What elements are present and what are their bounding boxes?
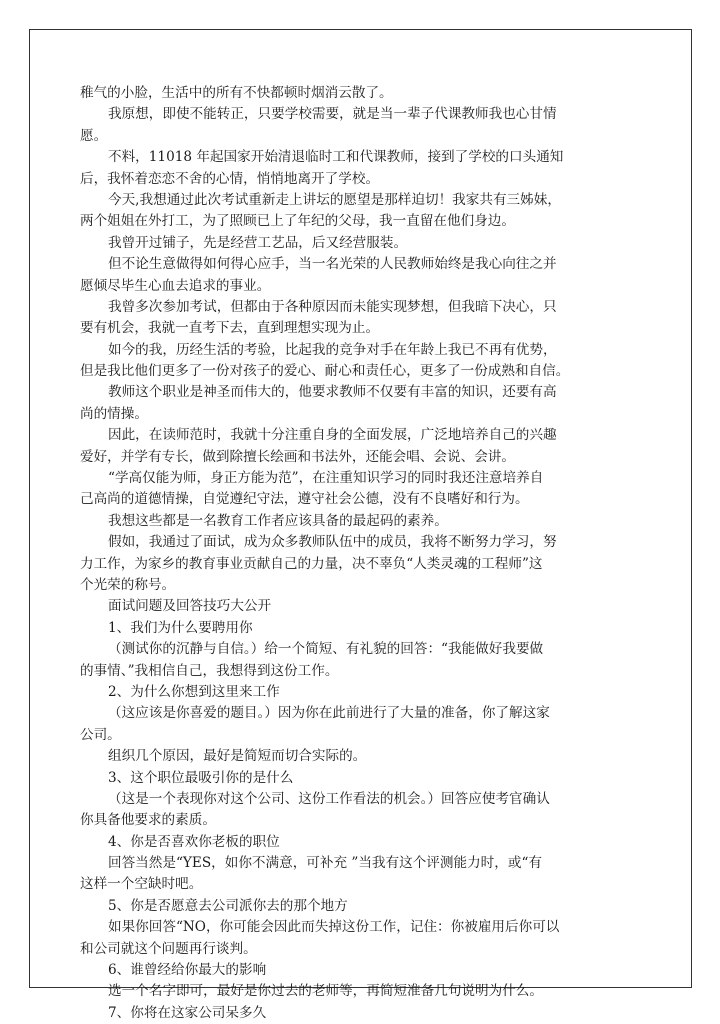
text-line: （测试你的沉静与自信。）给一个简短、有礼貌的回答：“我能做好我要做	[108, 641, 544, 658]
text-line: 我原想，即使不能转正，只要学校需要，就是当一辈子代课教师我也心甘情	[108, 106, 557, 123]
text-line: 两个姐姐在外打工，为了照顾已上了年纪的父母，我一直留在他们身边。	[80, 213, 515, 230]
text-line: 1、我们为什么要聘用你	[108, 619, 253, 636]
text-line: 的事情、”我相信自己，我想得到这份工作。	[80, 662, 339, 679]
text-line: 5、你是否愿意去公司派你去的那个地方	[108, 897, 348, 914]
text-line: 爱好，并学有专长，做到除擅长绘画和书法外，还能会唱、会说、会讲。	[80, 448, 515, 465]
text-line: （这是一个表现你对这个公司、这份工作看法的机会。）回答应使考官确认	[108, 790, 550, 807]
text-line: 这样一个空缺时吧。	[80, 876, 203, 893]
text-line: 2、为什么你想到这里来工作	[108, 683, 280, 700]
text-line: 要有机会，我就一直考下去，直到理想实现为止。	[80, 320, 380, 337]
document-body	[80, 83, 618, 1024]
text-line: 组织几个原因，最好是简短而切合实际的。	[108, 748, 367, 765]
text-line: （这应该是你喜爱的题目。）因为你在此前进行了大量的准备，你了解这家	[108, 705, 550, 722]
text-line: “学高仅能为师，身正方能为范”，在注重知识学习的同时我还注意培养自	[108, 470, 544, 487]
text-line: 3、这个职位最吸引你的是什么	[108, 769, 294, 786]
text-line: 但不论生意做得如何得心应手，当一名光荣的人民教师始终是我心向往之并	[108, 256, 557, 273]
text-line: 如果你回答“NO，你可能会因此而失掉这份工作，记住：你被雇用后你可以	[108, 919, 560, 936]
text-line: 己高尚的道德情操，自觉遵纪守法，遵守社会公德，没有不良嗜好和行为。	[80, 491, 529, 508]
text-line: 教师这个职业是神圣而伟大的，他要求教师不仅要有丰富的知识，还要有高	[108, 384, 557, 401]
text-line: 我想这些都是一名教育工作者应该具备的最起码的素养。	[108, 512, 448, 529]
text-line: 尚的情操。	[80, 405, 148, 422]
text-line: 7、你将在这家公司呆多久	[108, 1004, 267, 1021]
text-line: 个光荣的称号。	[80, 576, 176, 593]
text-line: 稚气的小脸，生活中的所有不快都顿时烟消云散了。	[80, 85, 393, 101]
text-line: 我曾多次参加考试，但都由于各种原因而未能实现梦想，但我暗下决心，只	[108, 298, 557, 315]
text-line: 但是我比他们更多了一份对孩子的爱心、耐心和责任心，更多了一份成熟和自信。	[80, 363, 570, 380]
text-line: 后，我怀着恋恋不舍的心情，悄悄地离开了学校。	[80, 170, 380, 187]
text-line: 今天,我想通过此次考试重新走上讲坛的愿望是那样迫切！我家共有三姊妹，	[108, 191, 561, 208]
text-line: 力工作，为家乡的教育事业贡献自己的力量，决不辜负“人类灵魂的工程师”这	[80, 555, 543, 572]
text-line: 我曾开过铺子，先是经营工艺品，后又经营服装。	[108, 234, 408, 251]
text-line: 你具备他要求的素质。	[80, 812, 216, 829]
text-line: 面试问题及回答技巧大公开	[108, 598, 272, 615]
text-line: 不料，11018 年起国家开始清退临时工和代课教师，接到了学校的口头通知	[108, 149, 564, 166]
text-line: 和公司就这个问题再行谈判。	[80, 940, 257, 957]
text-line: 选一个名字即可，最好是你过去的老师等，再简短准备几句说明为什么。	[108, 983, 543, 1000]
text-line: 6、谁曾经给你最大的影响	[108, 962, 267, 979]
text-line: 4、你是否喜欢你老板的职位	[108, 833, 280, 850]
text-line: 假如，我通过了面试，成为众多教师队伍中的成员，我将不断努力学习，努	[108, 534, 557, 551]
text-line: 如今的我，历经生活的考验，比起我的竞争对手在年龄上我已不再有优势，	[108, 341, 557, 358]
text-line: 愿。	[80, 127, 108, 144]
text-line: 公司。	[80, 726, 121, 743]
text-line: 愿倾尽毕生心血去追求的事业。	[80, 277, 271, 294]
text-line: 回答当然是“YES，如你不满意，可补充 ”当我有这个评测能力时，或“有	[108, 855, 543, 872]
text-line: 因此，在读师范时，我就十分注重自身的全面发展，广泛地培养自己的兴趣	[108, 427, 557, 444]
